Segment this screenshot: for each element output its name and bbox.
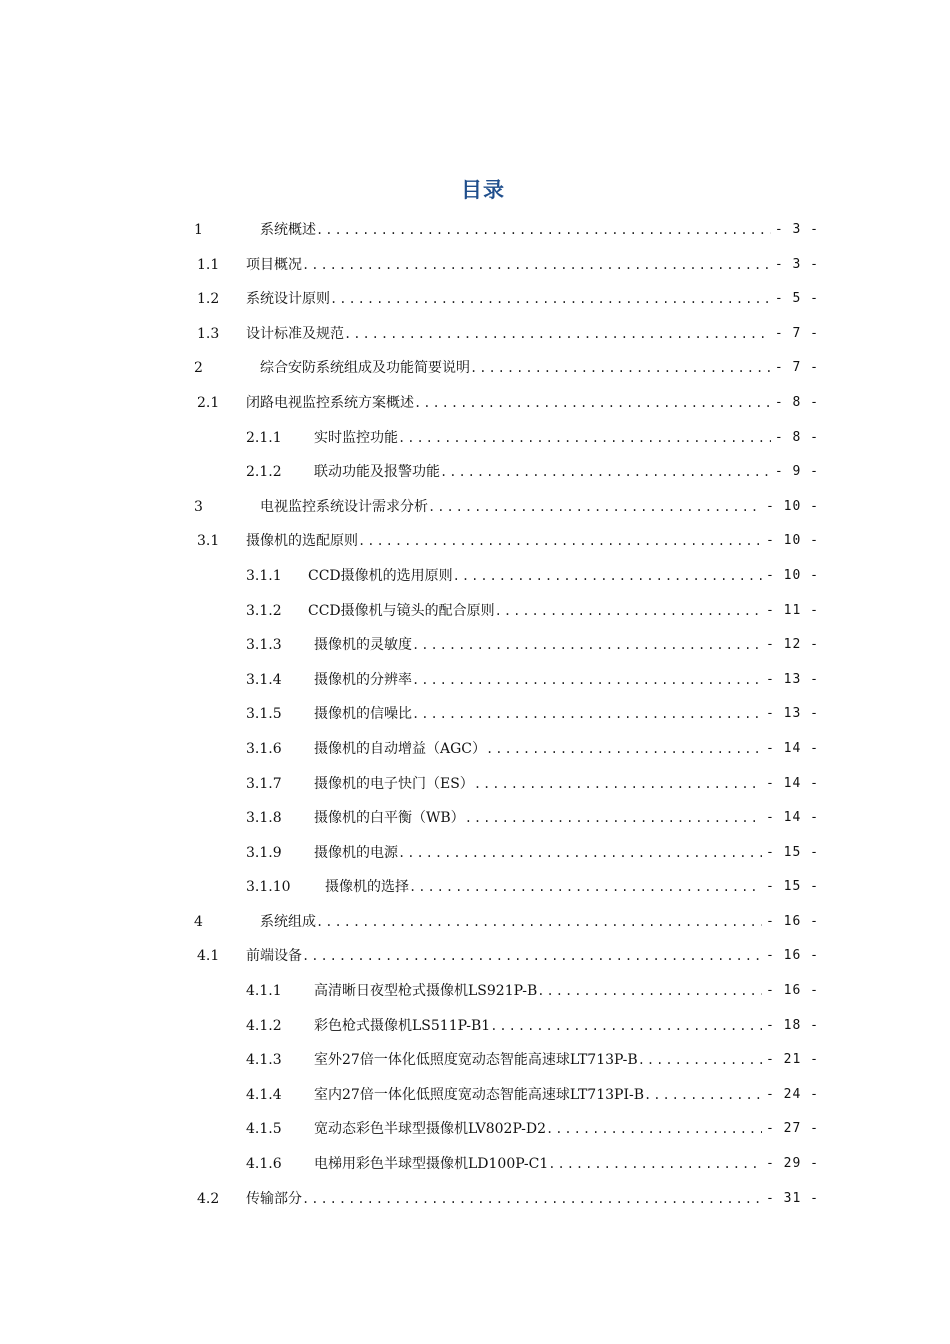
toc-title: 目录: [461, 178, 505, 202]
toc-entry-page-number: - 10 -: [764, 490, 819, 525]
toc-dot-leader: [537, 974, 762, 1009]
toc-entry-title-line: [314, 697, 762, 732]
toc-entry-number: 3.1.1: [246, 567, 282, 584]
toc-entry-page-number: - 7 -: [773, 351, 819, 386]
toc-entry-title-line: [246, 939, 762, 974]
toc-entry[interactable]: [0, 524, 950, 559]
toc-entry[interactable]: [0, 282, 950, 317]
toc-entry-title: 摄像机的电源: [314, 844, 398, 861]
toc-entry-title-line: [314, 421, 771, 456]
toc-entry-number: 4.2: [197, 1190, 220, 1207]
toc-entry-title-line: [314, 767, 762, 802]
toc-entry-title-line: [314, 1078, 762, 1113]
toc-entry[interactable]: [0, 1182, 950, 1217]
toc-entry[interactable]: [0, 455, 950, 490]
toc-entry-title: 实时监控功能: [314, 429, 398, 446]
toc-dot-leader: [316, 905, 762, 940]
toc-entry-page-number: - 11 -: [764, 594, 819, 629]
toc-entry-title: 摄像机的分辨率: [314, 671, 412, 688]
toc-entry-page-number: - 16 -: [764, 939, 819, 974]
toc-entry-title-line: [314, 628, 762, 663]
toc-entry[interactable]: [0, 1147, 950, 1182]
toc-entry-title: 前端设备: [246, 948, 302, 965]
toc-entry-title-line: [260, 490, 762, 525]
table-of-contents: [0, 213, 950, 1216]
toc-entry-title: CCD摄像机的选用原则: [308, 567, 453, 584]
toc-entry-title: 传输部分: [246, 1190, 302, 1207]
toc-entry[interactable]: [0, 317, 950, 352]
toc-entry[interactable]: [0, 1043, 950, 1078]
toc-entry-title-line: [246, 1182, 762, 1217]
toc-dot-leader: [398, 836, 762, 871]
toc-dot-leader: [398, 421, 771, 456]
toc-entry[interactable]: [0, 386, 950, 421]
toc-entry[interactable]: [0, 628, 950, 663]
toc-entry-title-line: [246, 524, 762, 559]
toc-entry[interactable]: [0, 939, 950, 974]
toc-entry-title: 系统组成: [260, 913, 316, 930]
toc-entry-number: 3.1.7: [246, 775, 282, 792]
toc-entry[interactable]: [0, 594, 950, 629]
toc-entry-page-number: - 16 -: [764, 905, 819, 940]
toc-entry-number: 2.1.2: [246, 464, 282, 481]
toc-entry-number: 3.1.2: [246, 602, 282, 619]
toc-entry-page-number: - 3 -: [773, 248, 819, 283]
toc-entry-title-line: [246, 317, 771, 352]
toc-entry[interactable]: [0, 248, 950, 283]
toc-entry-title: 设计标准及规范: [246, 325, 344, 342]
toc-entry-page-number: - 8 -: [773, 386, 819, 421]
toc-entry[interactable]: [0, 836, 950, 871]
toc-dot-leader: [414, 386, 771, 421]
toc-entry[interactable]: [0, 1009, 950, 1044]
toc-entry[interactable]: [0, 1112, 950, 1147]
toc-entry-page-number: - 9 -: [773, 455, 819, 490]
toc-entry-title: 摄像机的自动增益（AGC）: [314, 740, 487, 757]
toc-dot-leader: [302, 248, 771, 283]
toc-entry[interactable]: [0, 870, 950, 905]
toc-entry-number: 3.1.5: [246, 706, 282, 723]
toc-entry-number: 1.2: [197, 291, 220, 308]
toc-entry-page-number: - 10 -: [764, 559, 819, 594]
toc-entry-title: 室外27倍一体化低照度宽动态智能高速球LT713P-B: [314, 1052, 638, 1069]
toc-entry-number: 3.1.8: [246, 810, 282, 827]
toc-dot-leader: [302, 939, 762, 974]
toc-entry-title-line: [260, 351, 771, 386]
toc-entry-page-number: - 29 -: [764, 1147, 819, 1182]
toc-entry-title: 彩色枪式摄像机LS511P-B1: [314, 1017, 491, 1034]
toc-entry-title-line: [314, 1009, 762, 1044]
toc-entry-page-number: - 18 -: [764, 1009, 819, 1044]
toc-entry-number: 4.1.5: [246, 1121, 282, 1138]
toc-entry-page-number: - 5 -: [773, 282, 819, 317]
toc-entry-title: CCD摄像机与镜头的配合原则: [308, 602, 495, 619]
toc-entry-title: 电视监控系统设计需求分析: [260, 498, 428, 515]
toc-entry-title: 摄像机的选择: [325, 879, 409, 896]
toc-entry-number: 4.1.6: [246, 1156, 282, 1173]
toc-dot-leader: [316, 213, 771, 248]
toc-dot-leader: [440, 455, 771, 490]
toc-entry-page-number: - 3 -: [773, 213, 819, 248]
toc-dot-leader: [358, 524, 762, 559]
toc-dot-leader: [546, 1112, 762, 1147]
toc-dot-leader: [302, 1182, 762, 1217]
toc-entry-number: 3.1.3: [246, 637, 282, 654]
toc-entry-number: 4: [194, 913, 203, 930]
toc-entry-number: 4.1.3: [246, 1052, 282, 1069]
toc-entry-page-number: - 13 -: [764, 663, 819, 698]
toc-entry-number: 3.1.6: [246, 740, 282, 757]
toc-entry[interactable]: [0, 905, 950, 940]
toc-entry-page-number: - 16 -: [764, 974, 819, 1009]
toc-dot-leader: [412, 663, 762, 698]
toc-entry[interactable]: [0, 974, 950, 1009]
toc-entry-title-line: [314, 974, 762, 1009]
toc-entry-title-line: [314, 732, 762, 767]
toc-entry-title: 摄像机的电子快门（ES）: [314, 775, 474, 792]
toc-entry-number: 3.1.4: [246, 671, 282, 688]
toc-entry-number: 2.1: [197, 394, 220, 411]
toc-entry-number: 2.1.1: [246, 429, 282, 446]
toc-entry[interactable]: [0, 801, 950, 836]
toc-entry-title-line: [260, 213, 771, 248]
toc-entry-number: 1: [194, 222, 203, 238]
toc-entry-number: 4.1.1: [246, 983, 282, 1000]
toc-entry[interactable]: [0, 559, 950, 594]
toc-dot-leader: [412, 628, 762, 663]
toc-entry-number: 2: [194, 360, 203, 377]
toc-entry-title: 摄像机的白平衡（WB）: [314, 810, 465, 827]
toc-entry[interactable]: [0, 663, 950, 698]
toc-entry-number: 3.1.9: [246, 844, 282, 861]
toc-entry-page-number: - 24 -: [764, 1078, 819, 1113]
toc-dot-leader: [409, 870, 762, 905]
toc-dot-leader: [470, 351, 771, 386]
toc-dot-leader: [486, 732, 762, 767]
toc-entry-title: 电梯用彩色半球型摄像机LD100P-C1: [314, 1156, 549, 1173]
toc-entry-title-line: [260, 905, 762, 940]
toc-dot-leader: [638, 1043, 762, 1078]
toc-entry-title-line: [314, 455, 771, 490]
toc-dot-leader: [548, 1147, 762, 1182]
toc-entry[interactable]: [0, 767, 950, 802]
toc-dot-leader: [465, 801, 762, 836]
toc-entry[interactable]: [0, 421, 950, 456]
toc-entry-page-number: - 8 -: [773, 421, 819, 456]
toc-dot-leader: [453, 559, 762, 594]
toc-dot-leader: [495, 594, 762, 629]
toc-entry-title-line: [308, 559, 762, 594]
toc-entry-title: 联动功能及报警功能: [314, 464, 440, 481]
toc-entry-page-number: - 14 -: [764, 801, 819, 836]
toc-entry[interactable]: [0, 732, 950, 767]
toc-entry-title: 宽动态彩色半球型摄像机LV802P-D2: [314, 1121, 546, 1138]
toc-entry-title-line: [308, 594, 762, 629]
toc-dot-leader: [474, 767, 762, 802]
toc-entry-title: 项目概况: [246, 256, 302, 273]
toc-entry-page-number: - 10 -: [764, 524, 819, 559]
toc-dot-leader: [412, 697, 762, 732]
toc-entry-number: 4.1.2: [246, 1017, 282, 1034]
toc-entry-title-line: [246, 386, 771, 421]
toc-entry-number: 3: [194, 498, 203, 515]
toc-entry-number: 4.1.4: [246, 1086, 282, 1103]
toc-entry[interactable]: [0, 213, 950, 248]
toc-entry-title: 系统设计原则: [246, 291, 330, 308]
toc-entry-page-number: - 13 -: [764, 697, 819, 732]
toc-entry-title-line: [314, 663, 762, 698]
toc-entry-title: 系统概述: [260, 222, 316, 238]
toc-entry[interactable]: [0, 697, 950, 732]
toc-entry-number: 1.1: [197, 256, 220, 273]
toc-entry-page-number: - 15 -: [764, 870, 819, 905]
toc-dot-leader: [644, 1078, 762, 1113]
toc-dot-leader: [344, 317, 771, 352]
toc-entry-page-number: - 27 -: [764, 1112, 819, 1147]
toc-entry-number: 1.3: [197, 325, 220, 342]
toc-entry-title-line: [246, 282, 771, 317]
toc-entry[interactable]: [0, 351, 950, 386]
toc-entry-page-number: - 7 -: [773, 317, 819, 352]
toc-entry-title: 综合安防系统组成及功能简要说明: [260, 360, 470, 377]
toc-entry-title: 摄像机的选配原则: [246, 533, 358, 550]
toc-dot-leader: [490, 1009, 762, 1044]
toc-entry-title-line: [325, 870, 762, 905]
toc-entry-number: 4.1: [197, 948, 220, 965]
toc-dot-leader: [428, 490, 762, 525]
toc-entry[interactable]: [0, 490, 950, 525]
toc-entry-title-line: [314, 1043, 762, 1078]
toc-entry-title-line: [314, 1112, 762, 1147]
toc-entry-number: 3.1.10: [246, 879, 291, 896]
toc-entry-title-line: [314, 801, 762, 836]
toc-entry-title: 闭路电视监控系统方案概述: [246, 394, 414, 411]
toc-entry-title-line: [246, 248, 771, 283]
toc-entry-page-number: - 14 -: [764, 732, 819, 767]
toc-dot-leader: [330, 282, 771, 317]
toc-entry-page-number: - 21 -: [764, 1043, 819, 1078]
toc-entry-title: 摄像机的信噪比: [314, 706, 412, 723]
toc-entry-page-number: - 31 -: [764, 1182, 819, 1217]
toc-entry-page-number: - 15 -: [764, 836, 819, 871]
toc-entry-title-line: [314, 836, 762, 871]
toc-entry-title-line: [314, 1147, 762, 1182]
toc-entry-title: 高清晰日夜型枪式摄像机LS921P-B: [314, 983, 538, 1000]
toc-entry-page-number: - 14 -: [764, 767, 819, 802]
toc-entry-number: 3.1: [197, 533, 220, 550]
toc-entry-page-number: - 12 -: [764, 628, 819, 663]
toc-entry[interactable]: [0, 1078, 950, 1113]
toc-entry-title: 摄像机的灵敏度: [314, 637, 412, 654]
toc-entry-title: 室内27倍一体化低照度宽动态智能高速球LT713PI-B: [314, 1086, 644, 1103]
